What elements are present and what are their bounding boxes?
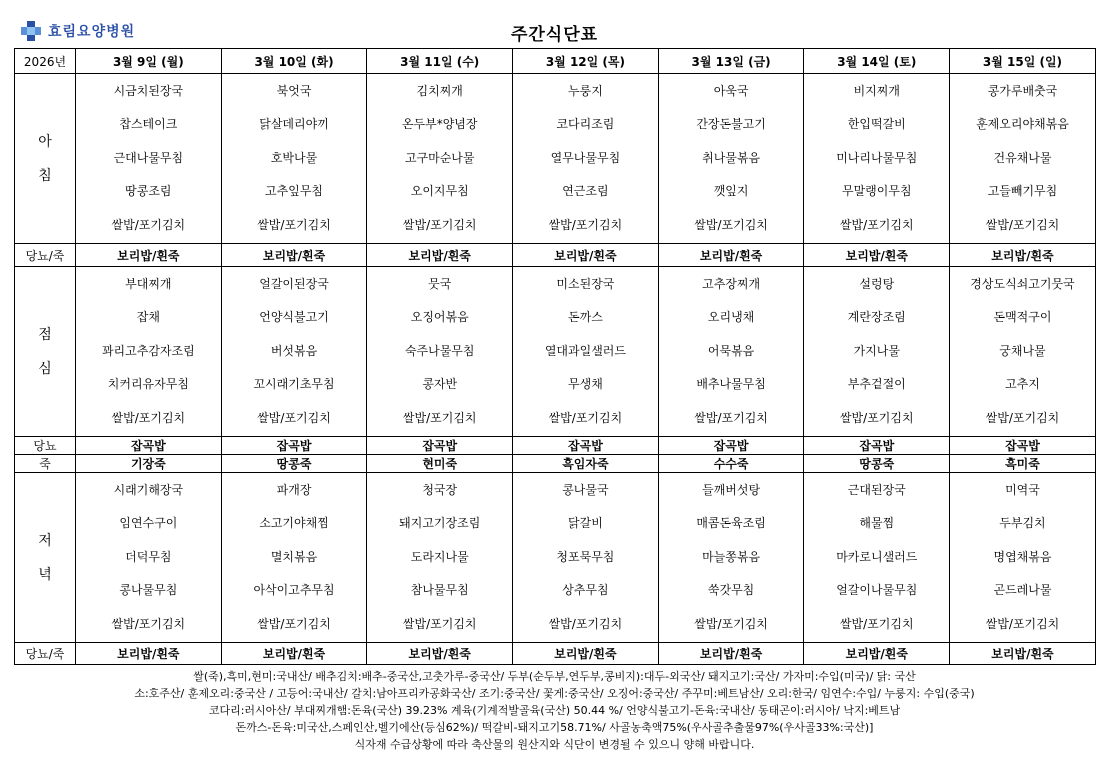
lunch-diabetes-value: 잡곡밥 [950, 437, 1096, 455]
dish-item: 오이지무침 [410, 184, 469, 199]
dish-item: 쌀밥/포기김치 [111, 616, 186, 631]
lunch-cell [513, 267, 659, 437]
dish-item: 쌀밥/포기김치 [694, 217, 768, 232]
dinner-sub-value: 보리밥/흰죽 [804, 643, 950, 665]
dish-item: 쌀밥/포기김치 [985, 616, 1060, 631]
dish-list [950, 474, 1095, 642]
lunch-diabetes-value: 잡곡밥 [804, 437, 950, 455]
day-header: 3월 13일 (금) [658, 49, 804, 74]
dish-item: 연근조림 [562, 184, 609, 199]
dinner-cell [804, 473, 950, 643]
lunch-diabetes-label: 당뇨 [15, 437, 76, 455]
dish-list [367, 75, 512, 243]
dish-item: 쌀밥/포기김치 [111, 410, 186, 425]
lunch-porridge-value: 흑임자죽 [513, 455, 659, 473]
dish-item: 매콤돈육조림 [696, 516, 766, 531]
dish-item: 돈까스 [568, 310, 603, 325]
dish-item: 해물찜 [859, 516, 895, 531]
dish-item: 찹스테이크 [119, 117, 178, 132]
dish-item: 쌀밥/포기김치 [257, 410, 331, 425]
dinner-cell [76, 473, 222, 643]
dish-item: 무말랭이무침 [842, 184, 912, 199]
dish-item: 쌀밥/포기김치 [694, 616, 768, 631]
lunch-diabetes-row [15, 437, 1096, 455]
breakfast-cell [950, 74, 1096, 244]
dish-item: 부추겉절이 [847, 377, 906, 392]
dish-item: 설렁탕 [859, 276, 895, 291]
breakfast-label: 아 침 [15, 74, 76, 244]
day-header: 3월 9일 (월) [76, 49, 222, 74]
breakfast-cell [658, 74, 804, 244]
dish-item: 꽈리고추감자조림 [101, 343, 195, 358]
breakfast-diabetes-row [15, 244, 1096, 267]
dish-list [367, 474, 512, 642]
dish-item: 땅콩조림 [125, 184, 172, 199]
dish-item: 한입떡갈비 [847, 117, 906, 132]
dish-item: 시래기해장국 [113, 482, 184, 497]
dish-list [222, 75, 367, 243]
dish-item: 소고기야채찜 [259, 516, 329, 531]
year-header: 2026년 [15, 49, 76, 74]
dish-item: 두부김치 [999, 516, 1046, 531]
dish-item: 쌀밥/포기김치 [985, 217, 1060, 232]
dish-item: 미나리나물무침 [836, 150, 918, 165]
dish-item: 깻잎지 [713, 184, 749, 199]
dish-list [367, 268, 512, 436]
lunch-porridge-value: 땅콩죽 [221, 455, 367, 473]
dish-item: 마늘쫑볶음 [702, 549, 761, 564]
dish-item: 쌀밥/포기김치 [548, 217, 623, 232]
lunch-diabetes-value: 잡곡밥 [76, 437, 222, 455]
dish-item: 치커리유자무침 [107, 377, 189, 392]
dish-item: 비지찌개 [853, 83, 900, 98]
dish-list [222, 474, 367, 642]
dish-item: 잡채 [136, 310, 160, 325]
dinner-sub-label: 당뇨/죽 [15, 643, 76, 665]
breakfast-sub-value: 보리밥/흰죽 [76, 244, 222, 267]
lunch-porridge-value: 수수죽 [658, 455, 804, 473]
dish-item: 호박나물 [270, 150, 318, 165]
dinner-cell [513, 473, 659, 643]
header-row [15, 49, 1096, 74]
breakfast-sub-value: 보리밥/흰죽 [367, 244, 513, 267]
dinner-sub-value: 보리밥/흰죽 [76, 643, 222, 665]
dish-item: 상추무침 [562, 583, 609, 598]
dinner-sub-value: 보리밥/흰죽 [658, 643, 804, 665]
dish-item: 청국장 [422, 482, 458, 497]
dish-item: 닭갈비 [568, 516, 603, 531]
lunch-cell [76, 267, 222, 437]
dish-list [222, 268, 367, 436]
dish-item: 뭇국 [428, 276, 452, 291]
dinner-cell [367, 473, 513, 643]
day-header: 3월 15일 (일) [950, 49, 1096, 74]
dish-item: 근대나물무침 [113, 150, 184, 165]
dish-item: 오리냉채 [707, 310, 755, 325]
dish-item: 버섯볶음 [270, 343, 318, 358]
dish-item: 콩가루배춧국 [987, 83, 1058, 98]
dish-item: 쌀밥/포기김치 [985, 410, 1060, 425]
dish-item: 곤드레나물 [993, 583, 1052, 598]
dish-item: 멸치볶음 [270, 549, 318, 564]
dish-item: 온두부*양념장 [401, 117, 478, 132]
lunch-diabetes-value: 잡곡밥 [367, 437, 513, 455]
dish-item: 고추장찌개 [702, 276, 761, 291]
dish-list [659, 75, 804, 243]
change-notice: 식자재 수급상황에 따라 축산물의 원산지와 식단이 변경될 수 있으니 양해 바랍니다. [354, 738, 755, 751]
lunch-porridge-row [15, 455, 1096, 473]
lunch-porridge-label: 죽 [15, 455, 76, 473]
lunch-cell [804, 267, 950, 437]
dish-list [950, 75, 1095, 243]
breakfast-sub-label: 당뇨/죽 [15, 244, 76, 267]
dish-list [659, 268, 804, 436]
dinner-sub-value: 보리밥/흰죽 [221, 643, 367, 665]
dinner-cell [950, 473, 1096, 643]
dish-item: 배추나물무침 [696, 377, 766, 392]
lunch-diabetes-value: 잡곡밥 [513, 437, 659, 455]
dish-item: 쌀밥/포기김치 [402, 616, 477, 631]
lunch-cell [367, 267, 513, 437]
lunch-cell [658, 267, 804, 437]
breakfast-sub-value: 보리밥/흰죽 [950, 244, 1096, 267]
dish-item: 아삭이고추무침 [253, 583, 335, 598]
dish-list [804, 75, 949, 243]
dish-item: 코다리조림 [556, 117, 615, 132]
dish-item: 도라지나물 [410, 549, 469, 564]
dish-list [513, 75, 658, 243]
dish-item: 아욱국 [713, 83, 749, 98]
dinner-sub-value: 보리밥/흰죽 [513, 643, 659, 665]
origin-line: 돈까스-돈육:미국산,스페인산,벨기에산(등심62%)/ 떡갈비-돼지고기58.71%/ 사골농축액75%(우사골추출물97%(우사골33%:국산)] [235, 721, 874, 734]
day-header: 3월 11일 (수) [367, 49, 513, 74]
lunch-cell [221, 267, 367, 437]
origin-notice [0, 668, 1109, 753]
dish-item: 명엽채볶음 [993, 549, 1052, 564]
dish-item: 시금치된장국 [113, 83, 184, 98]
dish-item: 열무나물무침 [550, 150, 621, 165]
dish-list [76, 268, 221, 436]
dish-item: 쑥갓무침 [707, 583, 755, 598]
dish-item: 누룽지 [568, 83, 603, 98]
lunch-porridge-value: 현미죽 [367, 455, 513, 473]
dish-item: 쌀밥/포기김치 [402, 217, 477, 232]
dish-list [804, 474, 949, 642]
dish-item: 마카로니샐러드 [836, 549, 918, 564]
dish-item: 꼬시래기초무침 [253, 377, 335, 392]
dish-list [513, 474, 658, 642]
breakfast-cell [513, 74, 659, 244]
dish-item: 임연수구이 [119, 516, 178, 531]
origin-line: 소:호주산/ 훈제오리:중국산 / 고등어:국내산/ 갈치:남아프리카공화국산/ 조기:중국산/ 꽃게:중국산/ 오징어:중국산/ 주꾸미:베트남산/ 오리:한국/ 임연수:수입/ 누룽지: 수입(중국) [134, 687, 975, 700]
dish-item: 열대과일샐러드 [544, 343, 626, 358]
lunch-porridge-value: 땅콩죽 [804, 455, 950, 473]
dish-list [513, 268, 658, 436]
dinner-row [15, 473, 1096, 643]
breakfast-sub-value: 보리밥/흰죽 [221, 244, 367, 267]
dish-item: 경상도식쇠고기뭇국 [970, 276, 1075, 291]
origin-line: 쌀(죽),흑미,현미:국내산/ 배추김치:배추-중국산,고춧가루-중국산/ 두부(순두부,연두부,콩비지):대두-외국산/ 돼지고기:국산/ 가자미:수입(미국)/ 닭: 국산 [193, 670, 916, 683]
breakfast-cell [804, 74, 950, 244]
page-title: 주간식단표 [510, 25, 599, 45]
dish-item: 부대찌개 [125, 276, 172, 291]
dish-item: 북엇국 [276, 83, 312, 98]
dish-item: 근대된장국 [847, 482, 906, 497]
dish-item: 고들빼기무침 [987, 184, 1058, 199]
dish-item: 건유채나물 [993, 150, 1052, 165]
dish-item: 쌀밥/포기김치 [402, 410, 477, 425]
dish-item: 파개장 [276, 482, 312, 497]
dish-item: 어묵볶음 [707, 343, 755, 358]
breakfast-sub-value: 보리밥/흰죽 [513, 244, 659, 267]
dish-item: 쌀밥/포기김치 [111, 217, 186, 232]
dish-item: 닭살데리야끼 [259, 117, 329, 132]
dish-item: 콩나물무침 [119, 583, 178, 598]
dish-item: 쌀밥/포기김치 [257, 217, 331, 232]
dish-item: 참나물무침 [410, 583, 469, 598]
dish-item: 쌀밥/포기김치 [257, 616, 331, 631]
dish-item: 돈맥적구이 [993, 310, 1052, 325]
dish-item: 간장돈불고기 [696, 117, 766, 132]
dinner-sub-value: 보리밥/흰죽 [950, 643, 1096, 665]
dish-item: 쌀밥/포기김치 [839, 616, 914, 631]
weekly-menu-table [14, 48, 1096, 665]
dish-item: 취나물볶음 [702, 150, 761, 165]
dinner-diabetes-row [15, 643, 1096, 665]
dish-list [76, 474, 221, 642]
dish-item: 돼지고기장조림 [399, 516, 481, 531]
breakfast-sub-value: 보리밥/흰죽 [658, 244, 804, 267]
dish-list [659, 474, 804, 642]
dish-item: 고추잎무침 [265, 184, 324, 199]
dinner-cell [221, 473, 367, 643]
dinner-sub-value: 보리밥/흰죽 [367, 643, 513, 665]
dish-item: 미역국 [1005, 482, 1040, 497]
dish-item: 쌀밥/포기김치 [839, 410, 914, 425]
dish-item: 궁채나물 [999, 343, 1046, 358]
lunch-porridge-value: 흑미죽 [950, 455, 1096, 473]
day-header: 3월 10일 (화) [221, 49, 367, 74]
dish-item: 미소된장국 [556, 276, 615, 291]
dish-item: 청포묵무침 [556, 549, 615, 564]
breakfast-cell [367, 74, 513, 244]
dish-item: 숙주나물무침 [404, 343, 475, 358]
dish-item: 얼갈이나물무침 [836, 583, 918, 598]
dish-item: 고추지 [1005, 377, 1040, 392]
dish-item: 쌀밥/포기김치 [694, 410, 768, 425]
dish-item: 들깨버섯탕 [702, 482, 761, 497]
breakfast-sub-value: 보리밥/흰죽 [804, 244, 950, 267]
day-header: 3월 14일 (토) [804, 49, 950, 74]
lunch-cell [950, 267, 1096, 437]
dinner-label: 저 녁 [15, 473, 76, 643]
breakfast-cell [221, 74, 367, 244]
dish-item: 쌀밥/포기김치 [839, 217, 914, 232]
lunch-label: 점 심 [15, 267, 76, 437]
dinner-cell [658, 473, 804, 643]
lunch-row [15, 267, 1096, 437]
dish-item: 가지나물 [853, 343, 900, 358]
dish-item: 쌀밥/포기김치 [548, 616, 623, 631]
dish-item: 오징어볶음 [410, 310, 469, 325]
lunch-diabetes-value: 잡곡밥 [658, 437, 804, 455]
dish-list [804, 268, 949, 436]
breakfast-cell [76, 74, 222, 244]
dish-item: 더덕무침 [125, 549, 172, 564]
dish-item: 콩나물국 [562, 482, 609, 497]
dish-item: 얼갈이된장국 [259, 276, 329, 291]
dish-list [76, 75, 221, 243]
dish-item: 콩자반 [422, 377, 458, 392]
breakfast-row [15, 74, 1096, 244]
dish-item: 언양식불고기 [259, 310, 329, 325]
dish-item: 무생채 [568, 377, 603, 392]
hospital-name: 효림요양병원 [48, 24, 136, 40]
dish-item: 계란장조림 [847, 310, 906, 325]
dish-item: 김치찌개 [416, 83, 463, 98]
dish-item: 고구마순나물 [404, 150, 475, 165]
origin-line: 코다리:러시아산/ 부대찌개햄:돈육(국산) 39.23% 계육(기계적발골육(국산) 50.44 %/ 언양식불고기-돈육:국내산/ 동태곤이:러시아/ 낙지:베트남 [208, 704, 901, 717]
dish-item: 쌀밥/포기김치 [548, 410, 623, 425]
day-header: 3월 12일 (목) [513, 49, 659, 74]
dish-list [950, 268, 1095, 436]
dish-item: 훈제오리야채볶음 [976, 117, 1069, 132]
lunch-porridge-value: 기장죽 [76, 455, 222, 473]
lunch-diabetes-value: 잡곡밥 [221, 437, 367, 455]
